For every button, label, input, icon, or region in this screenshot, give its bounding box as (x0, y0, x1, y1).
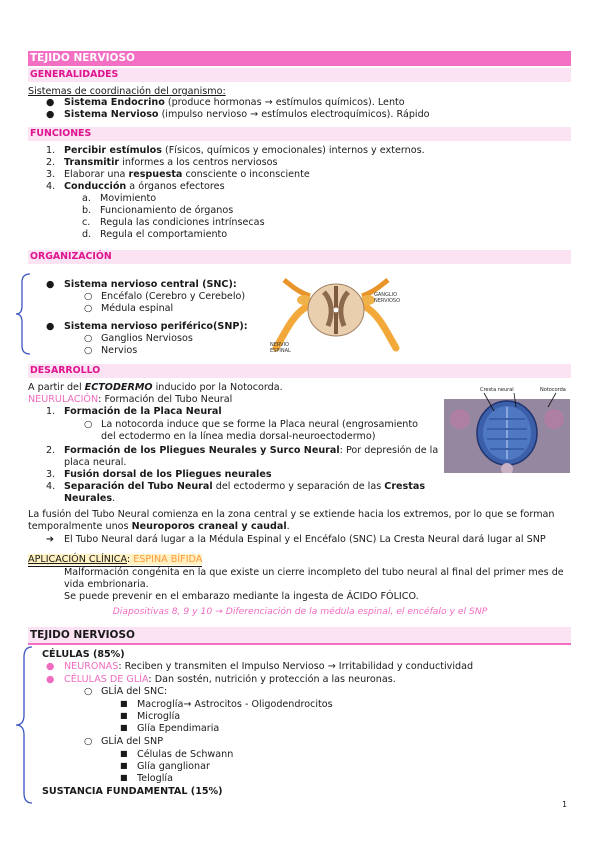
list-num: 2. (46, 157, 56, 168)
figure-label: Notocorda (540, 387, 566, 393)
step-detail: del ectodermo en la línea media dorsal-neuroectodermo) (101, 431, 376, 442)
curly-bracket-icon (14, 645, 36, 805)
item-bold: Percibir estímulos (64, 145, 162, 156)
list-item: ○ (84, 686, 93, 697)
list-item: ● (46, 661, 55, 672)
clinica-text: Se puede prevenir en el embarazo mediante la ingesta de ÁCIDO FÓLICO. (64, 591, 419, 602)
neurulacion-line (28, 394, 232, 406)
item-bold: Conducción (64, 181, 127, 192)
sub-letter: b. (82, 205, 92, 216)
step-detail (64, 493, 115, 505)
text: inducido por la Notocorda. (152, 382, 283, 393)
step-title: Formación de la Placa Neural (64, 406, 222, 417)
text: : Dan sostén, nutrición y protección a las neuronas. (148, 674, 396, 685)
list-item: ■ (120, 699, 128, 708)
list-item: Microglía (137, 711, 181, 722)
list-item: Teloglía (137, 773, 173, 784)
text: : Por depresión de la (339, 445, 439, 456)
fusion-text (28, 521, 290, 533)
fusion-text: La fusión del Tubo Neural comienza en la zona central y se extiende hacia los extremos, por lo que se forman (28, 509, 555, 520)
neurulacion-label: NEURULACIÓN (28, 394, 99, 405)
desarrollo-intro (28, 382, 283, 394)
spinal-cord-figure (268, 276, 406, 356)
list-item (64, 181, 225, 193)
step-bold: Crestas (384, 481, 426, 492)
list-item: ○ (84, 345, 93, 356)
list-item: ● (46, 279, 55, 290)
step-title (64, 445, 438, 457)
curly-bracket-icon (14, 272, 34, 356)
generalidades-intro: Sistemas de coordinación del organismo: (28, 86, 226, 97)
item-text: (Físicos, químicos y emocionales) internos y externos. (161, 145, 425, 156)
list-item: ■ (120, 761, 128, 770)
page-title: TEJIDO NERVIOSO (28, 51, 571, 66)
list-item: Nervios (101, 345, 138, 356)
slides-note: Diapositivas 8, 9 y 10 → Diferenciación de la médula espinal, el encéfalo y el SNP (112, 606, 488, 617)
item-bold: Transmitir (64, 157, 120, 168)
item-text: Elaborar una (64, 169, 129, 180)
list-item: ● (46, 109, 55, 120)
item-text: a órganos efectores (126, 181, 225, 192)
sub-item: Funcionamiento de órganos (100, 205, 234, 216)
item-text: informes a los centros nerviosos (119, 157, 278, 168)
text: del ectodermo y separación de las (212, 481, 385, 492)
sub-letter: a. (82, 193, 91, 204)
list-item: ■ (120, 749, 128, 758)
list-item (64, 97, 405, 109)
clinica-text: vida embrionaria. (64, 579, 149, 590)
step-detail: La notocorda induce que se forme la Placa neural (engrosamiento (101, 419, 418, 430)
celulas-heading: CÉLULAS (85%) (42, 649, 125, 660)
snp-label: Sistema nervioso periférico(SNP): (64, 321, 248, 332)
list-item: Macroglía→ Astrocitos - Oligodendrocitos (137, 699, 333, 710)
item-text: consciente o inconsciente (182, 169, 310, 180)
list-item: ● (46, 674, 55, 685)
list-item: ○ (84, 419, 93, 430)
glia-snp-label: GLÍA del SNP (101, 736, 163, 747)
list-item (64, 169, 310, 181)
list-num: 2. (46, 445, 56, 456)
list-item: ■ (120, 723, 128, 732)
list-item (64, 109, 430, 121)
list-num: 3. (46, 169, 56, 180)
figure-label: NERVIO ESPINAL (270, 342, 291, 354)
list-item: Células de Schwann (137, 749, 234, 760)
step-bold: Separación del Tubo Neural (64, 481, 213, 492)
text: : Formación del Tubo Neural (98, 394, 233, 405)
organizacion-heading: ORGANIZACIÓN (28, 250, 571, 264)
glia-snc-label: GLÍA del SNC: (101, 686, 168, 697)
figure-label: Cresta neural (480, 387, 514, 393)
list-item: Glía Ependimaria (137, 723, 220, 734)
generalidades-heading: GENERALIDADES (28, 68, 571, 82)
clinica-label: APLICACIÓN CLÍNICA (28, 554, 127, 565)
list-item: Glía ganglionar (137, 761, 210, 772)
clinica-topic: ESPINA BÍFIDA (133, 554, 203, 565)
text: A partir del (28, 382, 85, 393)
desarrollo-heading: DESARROLLO (28, 364, 571, 378)
sub-item: Regula las condiciones intrínsecas (100, 217, 265, 228)
list-num: 1. (46, 145, 56, 156)
item-text: (produce hormonas → estímulos químicos). Lento (164, 97, 405, 108)
ectodermo-term: ECTODERMO (84, 382, 153, 393)
step-title (64, 481, 425, 493)
list-item: ○ (84, 291, 93, 302)
step-title: Fusión dorsal de los Pliegues neurales (64, 469, 272, 480)
item-bold: Sistema Endocrino (64, 97, 165, 108)
tejido-heading: TEJIDO NERVIOSO (28, 627, 571, 645)
step-bold: Formación de los Pliegues Neurales y Surco Neural (64, 445, 340, 456)
neuronas-label: NEURONAS (64, 661, 119, 672)
glia-label: CÉLULAS DE GLÍA (64, 674, 149, 685)
neuronas-line (64, 661, 473, 673)
list-item (64, 145, 425, 157)
snc-label: Sistema nervioso central (SNC): (64, 279, 237, 290)
list-item: Médula espinal (101, 303, 174, 314)
list-item: ○ (84, 736, 93, 747)
text: . (286, 521, 290, 532)
item-text: (impulso nervioso → estímulos electroquímicos). Rápido (158, 109, 430, 120)
page-number: 1 (562, 800, 568, 809)
list-num: 4. (46, 181, 56, 192)
clinica-heading (28, 554, 202, 567)
list-item: ● (46, 321, 55, 332)
step-detail: placa neural. (64, 457, 127, 468)
list-num: 4. (46, 481, 56, 492)
list-item: Ganglios Nerviosos (101, 333, 193, 344)
funciones-heading: FUNCIONES (28, 127, 571, 141)
text: temporalmente unos (28, 521, 132, 532)
figure-label: GANGLIO NERVIOSO (374, 292, 401, 304)
neural-tube-illustration (444, 389, 570, 473)
list-num: 3. (46, 469, 56, 480)
sub-item: Movimiento (100, 193, 157, 204)
list-item: Encéfalo (Cerebro y Cerebelo) (101, 291, 246, 302)
sustancia-heading: SUSTANCIA FUNDAMENTAL (15%) (42, 786, 223, 797)
glia-line (64, 674, 396, 686)
item-bold: respuesta (128, 169, 183, 180)
list-num: 1. (46, 406, 56, 417)
text: . (112, 493, 116, 504)
list-item: ○ (84, 303, 93, 314)
list-item (64, 157, 277, 169)
list-item: ○ (84, 333, 93, 344)
neuroporos-term: Neuroporos craneal y caudal (131, 521, 287, 532)
text: : Reciben y transmiten el Impulso Nervioso → Irritabilidad y conductividad (118, 661, 474, 672)
arrow-text: El Tubo Neural dará lugar a la Médula Espinal y el Encéfalo (SNC) La Cresta Neural dará lugar al SNP (64, 534, 546, 545)
neural-tube-figure (444, 389, 570, 473)
sub-item: Regula el comportamiento (100, 229, 228, 240)
sub-letter: c. (82, 217, 91, 228)
item-bold: Sistema Nervioso (64, 109, 159, 120)
sub-letter: d. (82, 229, 92, 240)
text: : (126, 554, 134, 565)
clinica-text: Malformación congénita en la que existe un cierre incompleto del tubo neural al final del primer mes de (64, 567, 564, 578)
list-item: ■ (120, 711, 128, 720)
arrow-icon: ➔ (46, 534, 55, 545)
list-item: ● (46, 97, 55, 108)
list-item: ■ (120, 773, 128, 782)
step-bold: Neurales (64, 493, 113, 504)
